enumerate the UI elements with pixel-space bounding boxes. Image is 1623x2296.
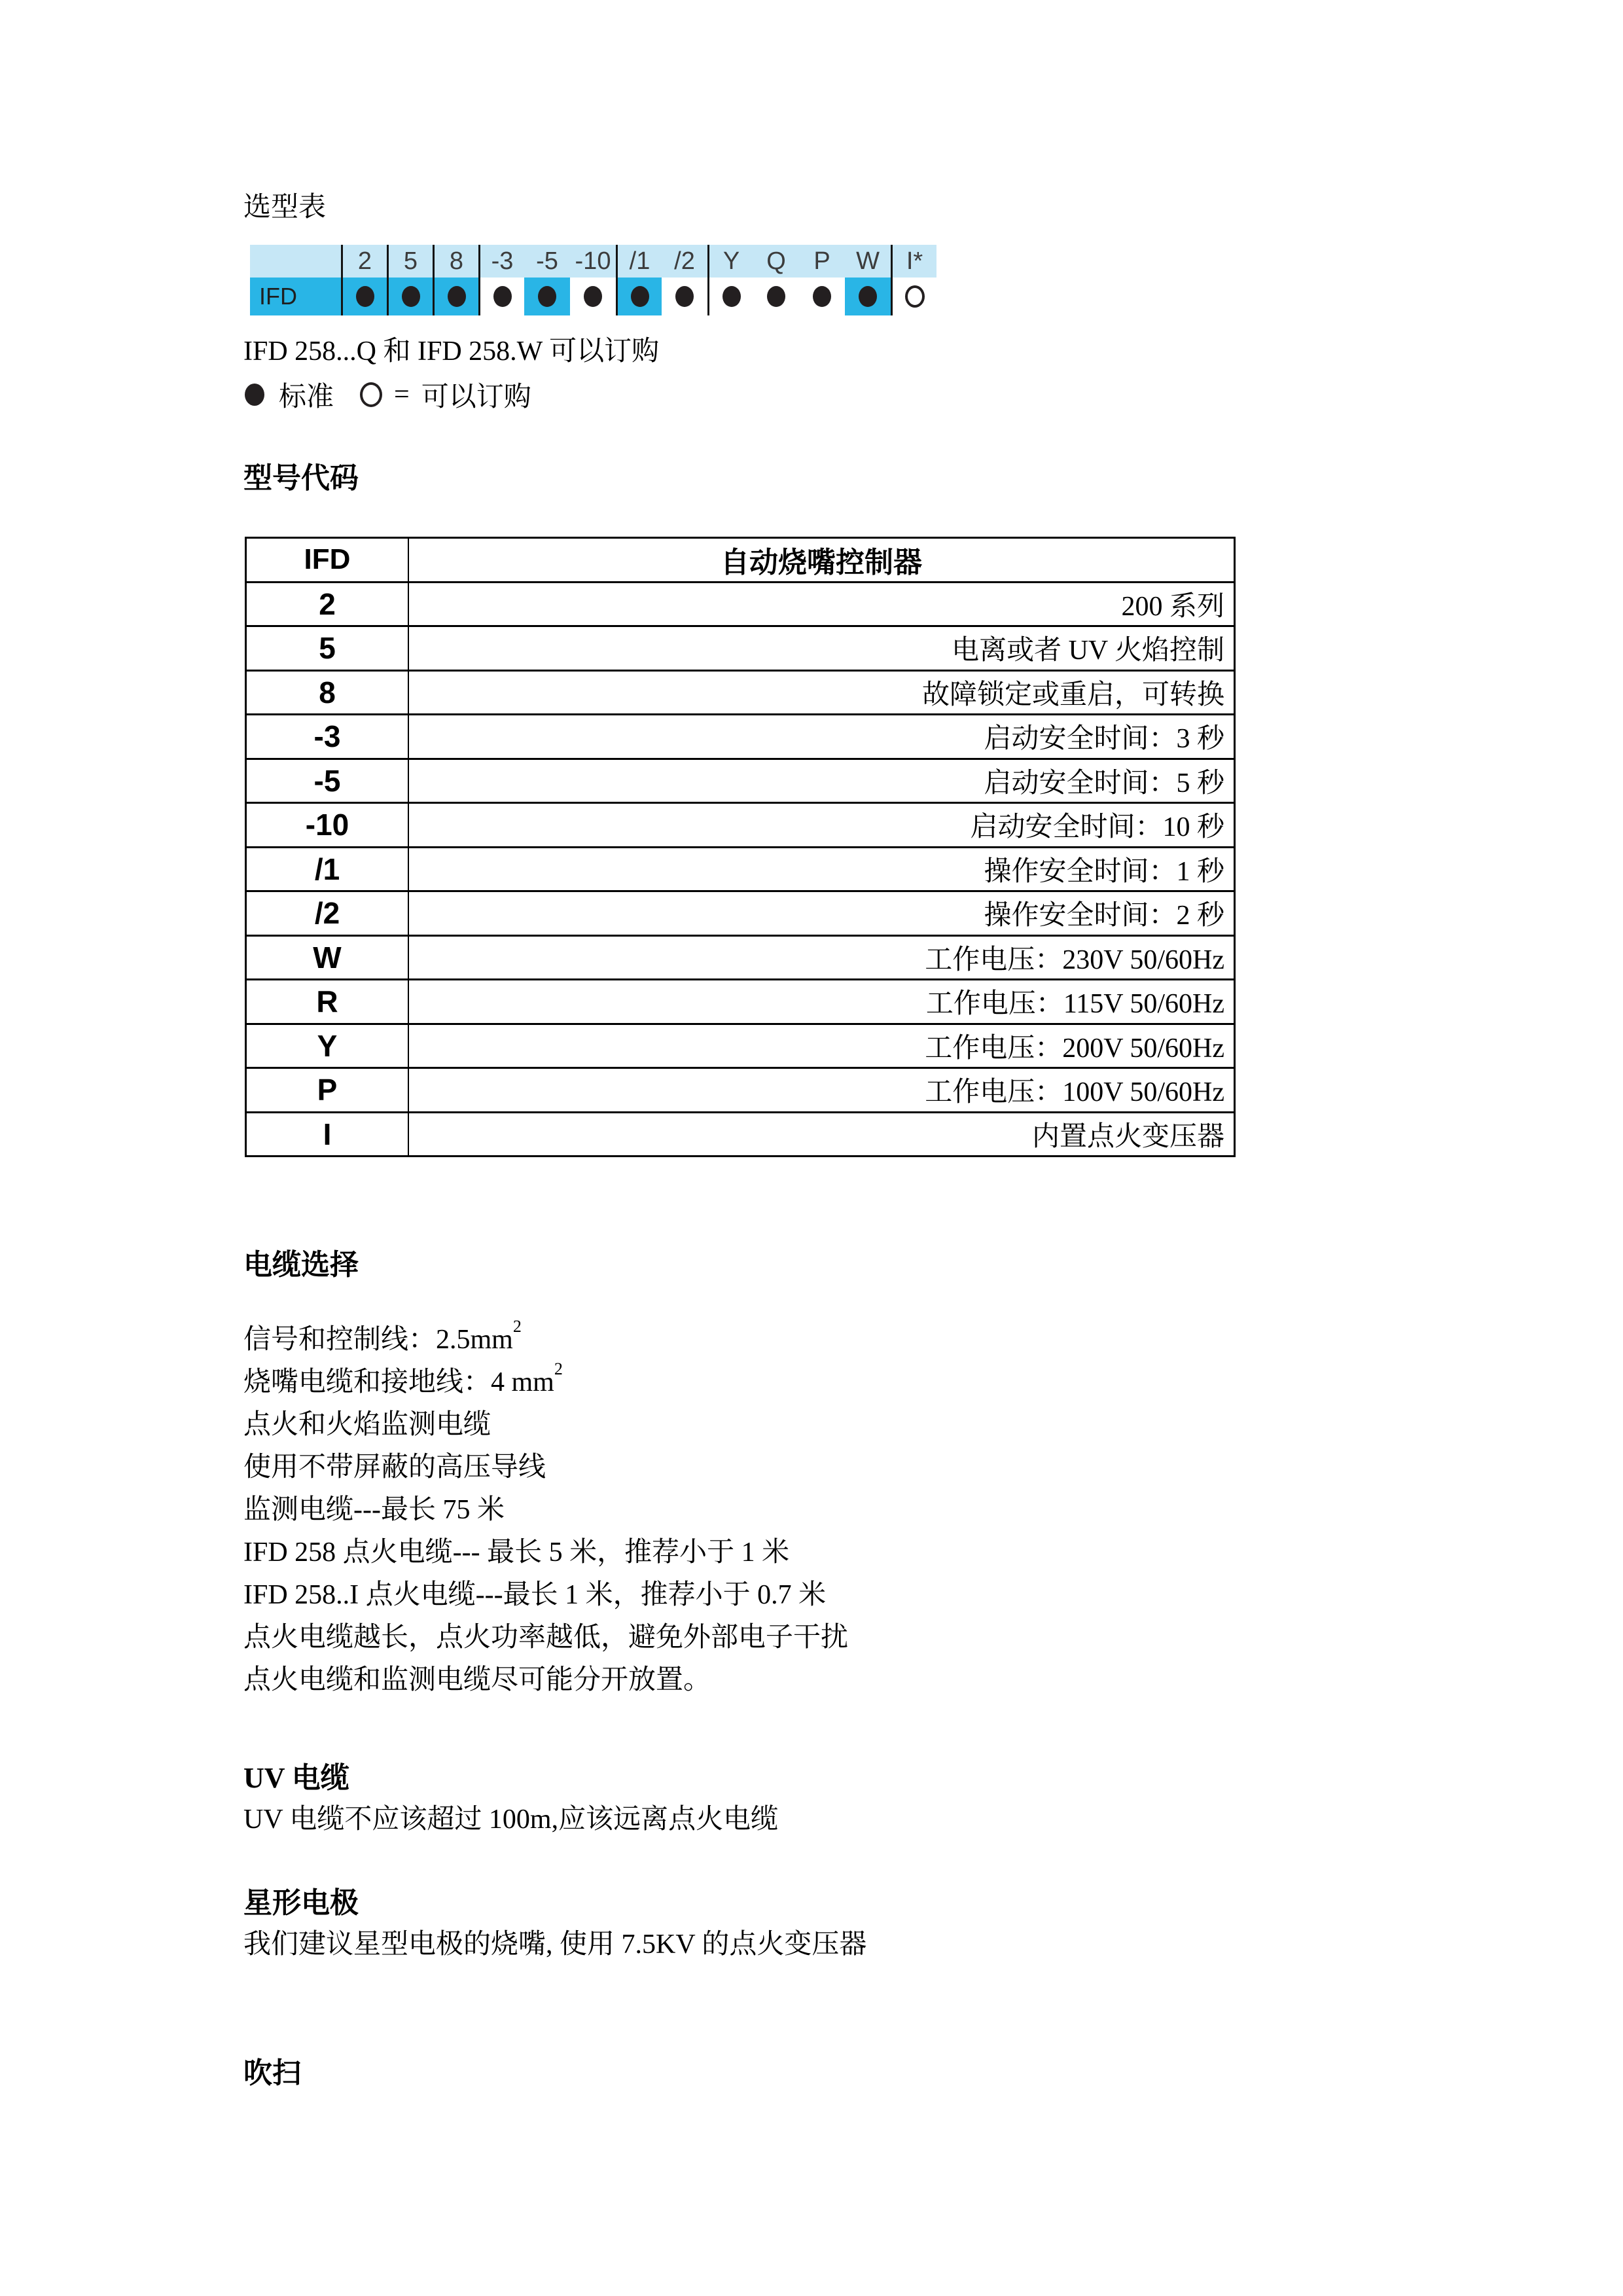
cable-line: 点火电缆越长，点火功率越低，避免外部电子干扰 bbox=[243, 1622, 849, 1653]
selection-col-header: Q bbox=[753, 245, 799, 278]
cable-line: 烧嘴电缆和接地线：4 mm $^2$ bbox=[243, 1359, 563, 1397]
table-row bbox=[247, 670, 1234, 714]
filled-dot-icon bbox=[402, 286, 420, 307]
selection-column-8 bbox=[433, 245, 478, 315]
selection-column-slash1 bbox=[616, 245, 662, 315]
selection-col-header: /1 bbox=[618, 245, 662, 278]
table-row bbox=[247, 935, 1234, 979]
code-cell: R bbox=[247, 980, 409, 1023]
legend-filled-dot-icon bbox=[245, 384, 264, 406]
filled-dot-icon bbox=[448, 286, 466, 307]
selection-col-header: P bbox=[799, 245, 845, 278]
cable-line: 使用不带屏蔽的高压导线 bbox=[243, 1452, 546, 1482]
selection-col-header: Y bbox=[709, 245, 753, 278]
selection-column-Q bbox=[753, 245, 799, 315]
model-code-heading: 型号代码 bbox=[243, 462, 359, 494]
desc-cell: 操作安全时间：2 秒 bbox=[984, 901, 1224, 931]
selection-row-label: IFD bbox=[250, 278, 341, 315]
model-code-table bbox=[245, 537, 1236, 1157]
desc-cell: 工作电压：115V 50/60Hz bbox=[925, 989, 1224, 1020]
purge-heading: 吹扫 bbox=[243, 2057, 301, 2089]
code-cell: /1 bbox=[247, 848, 409, 891]
selection-col-header: /2 bbox=[662, 245, 707, 278]
selection-header-empty-cell bbox=[250, 245, 341, 278]
desc-cell: 故障锁定或重启，可转换 bbox=[921, 679, 1224, 710]
selection-column-5 bbox=[387, 245, 433, 315]
code-cell: 8 bbox=[247, 672, 409, 714]
selection-col-header: 2 bbox=[343, 245, 387, 278]
cable-line: 点火电缆和监测电缆尽可能分开放置。 bbox=[243, 1664, 711, 1695]
selection-col-header: 8 bbox=[435, 245, 478, 278]
filled-dot-icon bbox=[722, 286, 741, 307]
table-row bbox=[247, 1067, 1234, 1111]
filled-dot-icon bbox=[356, 286, 374, 307]
uv-cable-body: UV 电缆不应该超过 100m,应该远离点火电缆 bbox=[243, 1804, 779, 1835]
code-cell: I bbox=[247, 1113, 409, 1156]
selection-column-minus5 bbox=[524, 245, 570, 315]
table-row bbox=[247, 625, 1234, 670]
order-note: IFD 258...Q 和 IFD 258.W 可以订购 bbox=[243, 336, 660, 367]
selection-label-column bbox=[250, 245, 341, 315]
selection-col-header: -5 bbox=[524, 245, 570, 278]
legend-standard-label: 标准 bbox=[279, 382, 334, 412]
desc-cell: 200 系列 bbox=[1121, 591, 1224, 622]
table-row bbox=[247, 978, 1234, 1023]
table-row bbox=[247, 1111, 1234, 1156]
cable-line: 点火和火焰监测电缆 bbox=[243, 1409, 491, 1440]
filled-dot-icon bbox=[631, 286, 649, 307]
code-cell: -5 bbox=[247, 760, 409, 802]
desc-cell: 内置点火变压器 bbox=[1031, 1121, 1224, 1152]
cable-line: 监测电缆---最长 75 米 bbox=[243, 1494, 505, 1525]
desc-cell: 工作电压：200V 50/60Hz bbox=[925, 1033, 1224, 1064]
desc-cell: 操作安全时间：1 秒 bbox=[984, 856, 1224, 887]
desc-cell: 工作电压：100V 50/60Hz bbox=[925, 1077, 1224, 1108]
table-header-row bbox=[247, 539, 1234, 581]
selection-col-header: -3 bbox=[480, 245, 524, 278]
code-cell: /2 bbox=[247, 892, 409, 935]
cable-line: 信号和控制线：2.5mm $^2$ bbox=[243, 1316, 522, 1355]
code-cell: -10 bbox=[247, 804, 409, 846]
selection-col-header: I* bbox=[893, 245, 936, 278]
cable-selection-heading: 电缆选择 bbox=[243, 1249, 359, 1281]
legend-open-dot-icon bbox=[360, 382, 382, 407]
selection-column-I bbox=[891, 245, 936, 315]
code-cell: Y bbox=[247, 1025, 409, 1067]
filled-dot-icon bbox=[538, 286, 556, 307]
filled-dot-icon bbox=[584, 286, 602, 307]
legend bbox=[245, 378, 531, 411]
star-electrode-heading: 星形电极 bbox=[243, 1887, 359, 1919]
desc-cell: 工作电压：230V 50/60Hz bbox=[925, 944, 1224, 975]
filled-dot-icon bbox=[767, 286, 785, 307]
legend-equals-sign: = bbox=[394, 380, 410, 410]
desc-cell: 启动安全时间：3 秒 bbox=[984, 724, 1224, 755]
table-row bbox=[247, 802, 1234, 846]
selection-col-header: -10 bbox=[570, 245, 616, 278]
table-row bbox=[247, 846, 1234, 891]
desc-cell: 启动安全时间：5 秒 bbox=[984, 768, 1224, 798]
header-code-cell: IFD bbox=[247, 539, 409, 581]
selection-table-title: 选型表 bbox=[243, 192, 327, 223]
selection-column-2 bbox=[341, 245, 387, 315]
cable-line: IFD 258 点火电缆--- 最长 5 米，推荐小于 1 米 bbox=[243, 1537, 790, 1568]
code-cell: 5 bbox=[247, 627, 409, 670]
code-cell: -3 bbox=[247, 715, 409, 758]
filled-dot-icon bbox=[859, 286, 877, 307]
code-cell: 2 bbox=[247, 583, 409, 626]
code-cell: P bbox=[247, 1069, 409, 1111]
filled-dot-icon bbox=[813, 286, 831, 307]
selection-column-minus3 bbox=[478, 245, 524, 315]
cable-line: IFD 258..I 点火电缆---最长 1 米，推荐小于 0.7 米 bbox=[243, 1579, 827, 1610]
selection-column-W bbox=[845, 245, 891, 315]
selection-column-minus10 bbox=[570, 245, 616, 315]
legend-orderable-label: 可以订购 bbox=[421, 382, 531, 412]
cable-selection-body bbox=[243, 1316, 848, 1698]
open-dot-icon bbox=[905, 285, 925, 308]
header-desc-cell: 自动烧嘴控制器 bbox=[721, 547, 922, 579]
table-row bbox=[247, 1023, 1234, 1067]
star-electrode-body: 我们建议星型电极的烧嘴, 使用 7.5KV 的点火变压器 bbox=[243, 1929, 867, 1960]
code-cell: W bbox=[247, 937, 409, 979]
selection-col-header: W bbox=[845, 245, 891, 278]
table-row bbox=[247, 581, 1234, 626]
filled-dot-icon bbox=[493, 286, 512, 307]
table-row bbox=[247, 890, 1234, 935]
selection-column-Y bbox=[707, 245, 753, 315]
table-row bbox=[247, 713, 1234, 758]
selection-table bbox=[250, 245, 936, 315]
table-row bbox=[247, 758, 1234, 802]
selection-col-header: 5 bbox=[389, 245, 433, 278]
selection-column-P bbox=[799, 245, 845, 315]
desc-cell: 电离或者 UV 火焰控制 bbox=[952, 636, 1224, 666]
desc-cell: 启动安全时间：10 秒 bbox=[970, 812, 1224, 843]
filled-dot-icon bbox=[675, 286, 694, 307]
selection-column-slash2 bbox=[662, 245, 707, 315]
uv-cable-heading: UV 电缆 bbox=[243, 1762, 349, 1794]
